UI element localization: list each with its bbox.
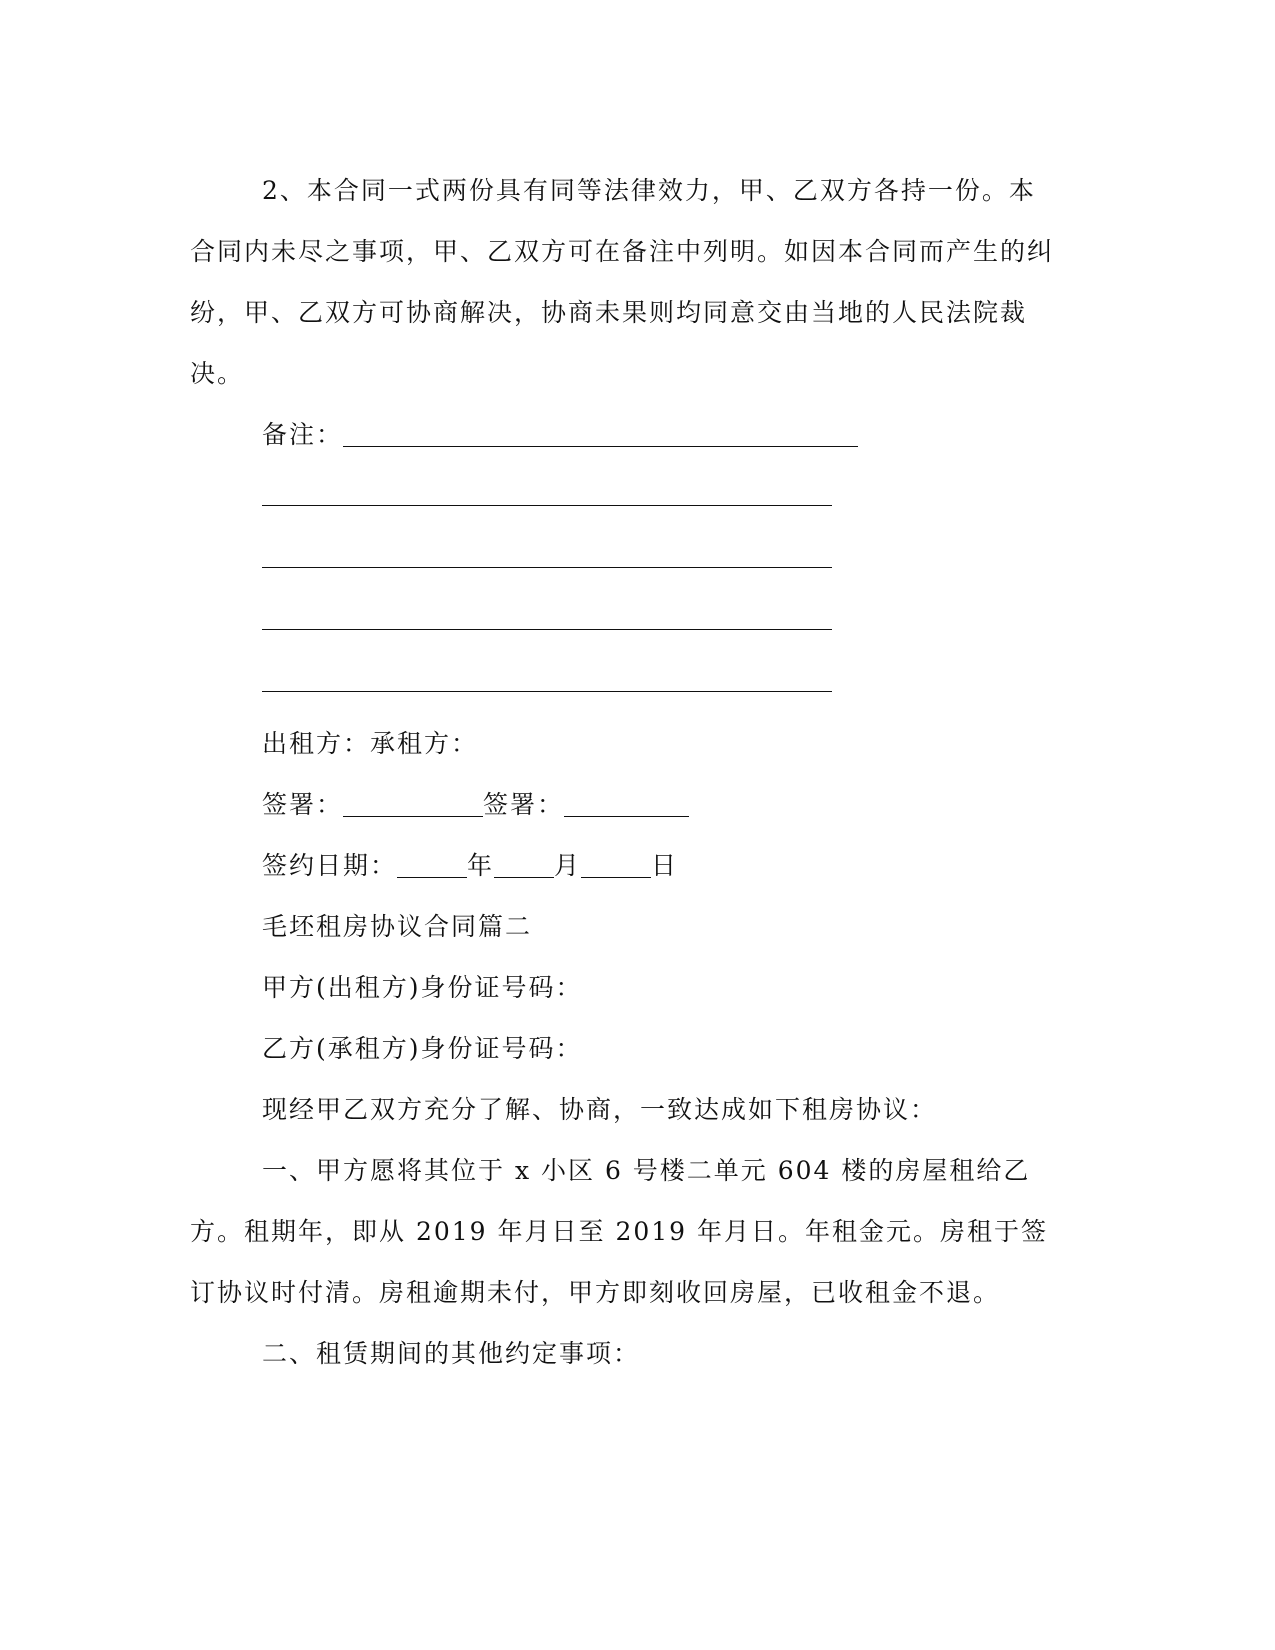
sign-date-row [262, 835, 1055, 896]
notes-blank-line [262, 465, 832, 506]
clause-2: 二、租赁期间的其他约定事项： [262, 1339, 641, 1368]
agreement-intro: 现经甲乙双方充分了解、协商，一致达成如下租房协议： [262, 1095, 938, 1124]
notes-blank-line [343, 418, 858, 447]
year-label: 年 [467, 851, 495, 880]
notes-blank-line [262, 527, 832, 568]
party-a-id: 甲方(出租方)身份证号码： [262, 973, 583, 1002]
lessee-sign-label: 签署： [483, 790, 565, 819]
year-blank [397, 849, 467, 878]
lessor-sign-label: 签署： [262, 790, 344, 819]
paragraph-clause-2: 2、本合同一式两份具有同等法律效力，甲、乙双方各持一份。本合同内未尽之事项，甲、乙双方可在备注中列明。如因本合同而产生的纠纷，甲、乙双方可协商解决，协商未果则均同意交由当地的人民法院裁决。 [190, 176, 1055, 388]
signature-row [262, 774, 1055, 835]
lessee-sign-blank [564, 788, 689, 817]
clause-1: 一、甲方愿将其位于 x 小区 6 号楼二单元 604 楼的房屋租给乙方。租期年，即从 2019 年月日至 2019 年月日。年租金元。房租于签订协议时付清。房租逾期未付，甲方即刻收回房屋，已收租金不退。 [190, 1156, 1049, 1307]
sign-date-label: 签约日期： [262, 851, 398, 880]
day-blank [581, 849, 651, 878]
notes-label: 备注： [262, 420, 344, 449]
month-label: 月 [554, 851, 582, 880]
lessor-sign-blank [343, 788, 483, 817]
month-blank [494, 849, 554, 878]
notes-extra-lines [262, 465, 1055, 692]
day-label: 日 [651, 851, 679, 880]
notes-row [262, 404, 1055, 465]
section-title: 毛坯租房协议合同篇二 [262, 912, 533, 941]
notes-blank-line [262, 651, 832, 692]
notes-blank-line [262, 589, 832, 630]
parties-row: 出租方：承租方： [262, 729, 479, 758]
party-b-id: 乙方(承租方)身份证号码： [262, 1034, 583, 1063]
